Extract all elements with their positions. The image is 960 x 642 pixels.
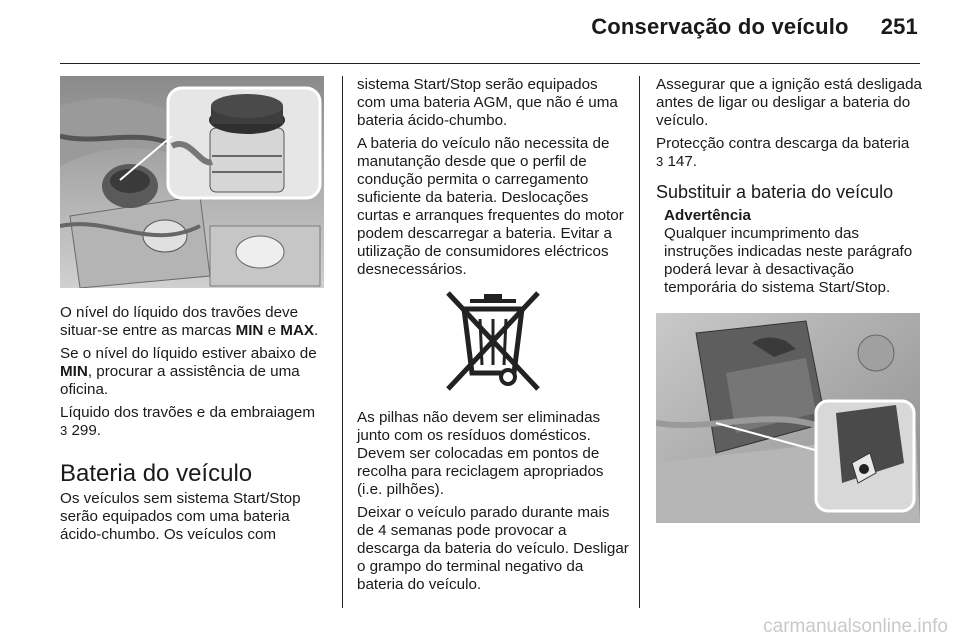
column-1 bbox=[60, 76, 330, 549]
section-title: Conservação do veículo bbox=[591, 14, 849, 39]
page-reference-arrow[interactable]: 3 bbox=[656, 154, 664, 169]
header-rule bbox=[60, 63, 920, 64]
brake-fluid-reservoir-photo bbox=[60, 76, 324, 288]
crossed-out-wheelie-bin-icon bbox=[438, 291, 548, 395]
text-fragment: Líquido dos travões e da embraiagem bbox=[60, 404, 315, 421]
max-mark: MAX bbox=[280, 322, 315, 339]
warning-text: Qualquer incumprimento das instruções indicadas neste parágrafo poderá levar à desactivação temporária do sistema Start/Stop. bbox=[664, 225, 913, 296]
text-fragment: e bbox=[263, 322, 281, 339]
page-header bbox=[591, 14, 918, 40]
section-heading: Substituir a bateria do veículo bbox=[656, 182, 894, 202]
watermark: carmanualsonline.info bbox=[763, 616, 948, 637]
paragraph: Assegurar que a ignição está desligada antes de ligar ou desligar a bateria do veículo. bbox=[656, 76, 922, 129]
battery-terminal-photo bbox=[656, 313, 920, 523]
paragraph: A bateria do veículo não necessita de manutanção desde que o perfil de condução permita o carregamento suficiente da bateria. Deslocações curtas e arranques frequentes do motor podem descarregar a bateria. Evitar a utilização de consumidores eléctricos desnecessários. bbox=[357, 135, 624, 278]
column-divider bbox=[639, 76, 640, 608]
paragraph: As pilhas não devem ser eliminadas junto com os resíduos domésticos. Devem ser colocadas em pontos de recolha para reciclagem apropriados (i.e. pilhões). bbox=[357, 409, 604, 498]
column-3 bbox=[656, 76, 924, 523]
column-divider bbox=[342, 76, 343, 608]
text-fragment: Protecção contra descarga da bateria bbox=[656, 135, 910, 152]
page-reference[interactable]: 299. bbox=[67, 422, 102, 439]
page-number: 251 bbox=[880, 14, 918, 39]
paragraph: Deixar o veículo parado durante mais de 4 semanas pode provocar a descarga da bateria do veículo. Desligar o grampo do terminal negativo da bateria do veículo. bbox=[357, 504, 629, 593]
warning-box bbox=[656, 207, 924, 297]
paragraph: Os veículos sem sistema Start/Stop serão equipados com uma bateria ácido-chumbo. Os veículos com bbox=[60, 490, 301, 543]
text-fragment: , procurar a assistência de uma oficina. bbox=[60, 363, 300, 398]
paragraph: sistema Start/Stop serão equipados com uma bateria AGM, que não é uma bateria ácido-chumbo. bbox=[357, 76, 618, 129]
section-heading: Bateria do veículo bbox=[60, 460, 253, 487]
text-fragment: . bbox=[314, 322, 319, 339]
page-reference-arrow[interactable]: 3 bbox=[60, 423, 68, 438]
warning-title: Advertência bbox=[664, 207, 751, 224]
text-fragment: O nível do líquido dos travões deve situar-se entre as marcas bbox=[60, 304, 299, 339]
min-mark: MIN bbox=[60, 363, 88, 380]
min-mark: MIN bbox=[235, 322, 264, 339]
column-2 bbox=[357, 76, 629, 599]
text-fragment: Se o nível do líquido estiver abaixo de bbox=[60, 345, 317, 362]
page-reference[interactable]: 147. bbox=[663, 153, 698, 170]
